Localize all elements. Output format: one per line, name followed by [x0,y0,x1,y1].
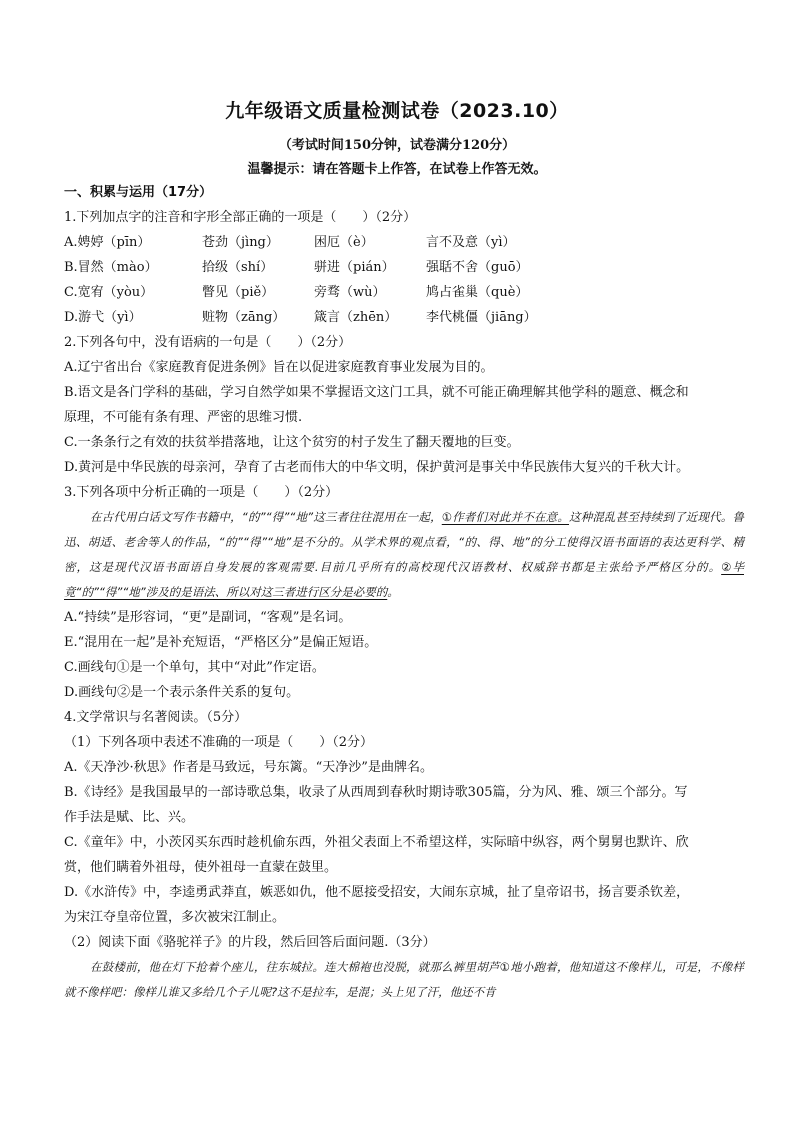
question-4-stem: 4.文学常识与名著阅读。（5分） [64,710,248,725]
question-3-stem: 3.下列各项中分析正确的一项是（ ）（2分） [64,485,339,500]
option-item: A.娉婷（pīn） [64,235,151,250]
underlined-sentence-1: ①作者们对此并不在意。 [441,510,570,524]
question-2-stem: 2.下列各句中，没有语病的一句是（ ）（2分） [64,335,352,350]
page-title: 九年级语文质量检测试卷（2023.10） [225,100,569,122]
question-4-option-a: A.《天净沙·秋思》作者是马致远，号东篱。“天净沙”是曲牌名。 [64,760,433,775]
question-2-option-a: A.辽宁省出台《家庭教育促进条例》旨在以促进家庭教育事业发展为目的。 [64,360,494,375]
question-4-option-b-line2: 作手法是赋、比、兴。 [64,810,195,825]
question-4-option-c-line2: 赏，他们瞒着外祖母，使外祖母一直蒙在鼓里。 [64,860,338,875]
question-4-option-c-line1: C.《童年》中，小茨冈买东西时趁机偷东西，外祖父表面上不希望这样，实际暗中纵容，两个舅舅也默许、欣 [64,835,689,850]
option-item: 旁骛（wù） [314,285,386,300]
option-item: 困厄（è） [314,235,374,250]
question-2-option-c: C.一条条行之有效的扶贫举措落地，让这个贫穷的村子发生了翻天覆地的巨变。 [64,435,520,450]
question-3-option-a: A.“持续”是形容词，“更”是副词，“客观”是名词。 [64,610,352,625]
question-3-passage [64,505,744,605]
question-1-option-row [64,255,744,280]
option-item: 赃物（zāng） [202,310,286,325]
exam-duration-note: （考试时间150分钟，试卷满分120分） [278,138,516,153]
passage-text: 在古代用白话文写作书籍中，“的”“得”“地”这三者往往混用在一起， [90,510,442,524]
question-2-option-b-line2: 原理，不可能有条有理、严密的思维习惯. [64,410,303,425]
passage-text: 这种混乱甚至持续到了近现代。鲁迅、胡适、老舍等人的作品，“的”“得”“地”是不分的。从学术界的观点看，“的、得、地”的分工使得汉语书面语的表达更科学、精密，这是现代汉语书面语自身发展的客观需要.目前几乎所有的高校现代汉语教材、权威辞书都是主张给予严格区分的。 [64,510,744,574]
option-item: 拾级（shí） [202,260,274,275]
section-heading: 一、积累与运用（17分） [64,185,213,200]
question-4-option-d-line2: 为宋江夺皇帝位置，多次被宋江制止。 [64,910,286,925]
passage-text: 。 [387,585,399,599]
option-item: 瞥见（piě） [202,285,275,300]
question-3-option-c: C.画线句①是一个单句，其中“对此”作定语。 [64,660,325,675]
question-2-option-d: D.黄河是中华民族的母亲河，孕育了古老而伟大的中华文明，保护黄河是事关中华民族伟大复兴的千秋大计。 [64,460,690,475]
option-item: 骈进（pián） [314,260,395,275]
question-3-option-d: D.画线句②是一个表示条件关系的复句。 [64,685,300,700]
option-item: D.游弋（yì） [64,310,142,325]
question-4-option-b-line1: B.《诗经》是我国最早的一部诗歌总集，收录了从西周到春秋时期诗歌305篇，分为风、雅、颂三个部分。写 [64,785,688,800]
option-item: 强聒不舍（guō） [426,260,529,275]
question-4-sub2-stem: （2）阅读下面《骆驼祥子》的片段，然后回答后面问题.（3分） [64,935,436,950]
question-1-option-row [64,280,744,305]
camel-xiangzi-excerpt: 在鼓楼前，他在灯下抢着个座儿，往东城拉。连大棉袍也没脱，就那么裤里胡芦①地小跑着，他知道这不像样儿，可是，不像样就不像样吧：像样儿谁又多给几个子儿呢?这不是拉车，是混；头上见了汗，他还不肯 [64,960,744,999]
option-item: 箴言（zhēn） [314,310,398,325]
question-1-option-row [64,230,744,255]
question-4-option-d-line1: D.《水浒传》中，李逵勇武莽直，嫉恶如仇，他不愿接受招安，大闹东京城，扯了皇帝诏书，扬言要杀钦差， [64,885,690,900]
question-1-option-row [64,305,744,330]
option-item: 苍劲（jìng） [202,235,279,250]
option-item: C.宽宥（yòu） [64,285,154,300]
option-item: 言不及意（yì） [426,235,516,250]
option-item: 李代桃僵（jiāng） [426,310,537,325]
question-2-option-b-line1: B.语文是各门学科的基础，学习自然学如果不掌握语文这门工具，就不可能正确理解其他学科的题意、概念和 [64,385,689,400]
warm-tip: 温馨提示：请在答题卡上作答，在试卷上作答无效。 [247,162,547,177]
option-item: B.冒然（mào） [64,260,158,275]
question-3-option-e: E.“混用在一起”是补充短语，“严格区分”是偏正短语。 [64,635,378,650]
question-4-sub1-stem: （1）下列各项中表述不准确的一项是（ ）（2分） [64,735,374,750]
underlined-sentence-2: ②毕竟“的”“得”“地”涉及的是语法、所以对这三者进行区分是必要的 [64,560,744,599]
question-1-stem: 1.下列加点字的注音和字形全部正确的一项是（ ）（2分） [64,210,417,225]
option-item: 鸠占雀巢（què） [426,285,529,300]
exam-content [64,180,744,1005]
